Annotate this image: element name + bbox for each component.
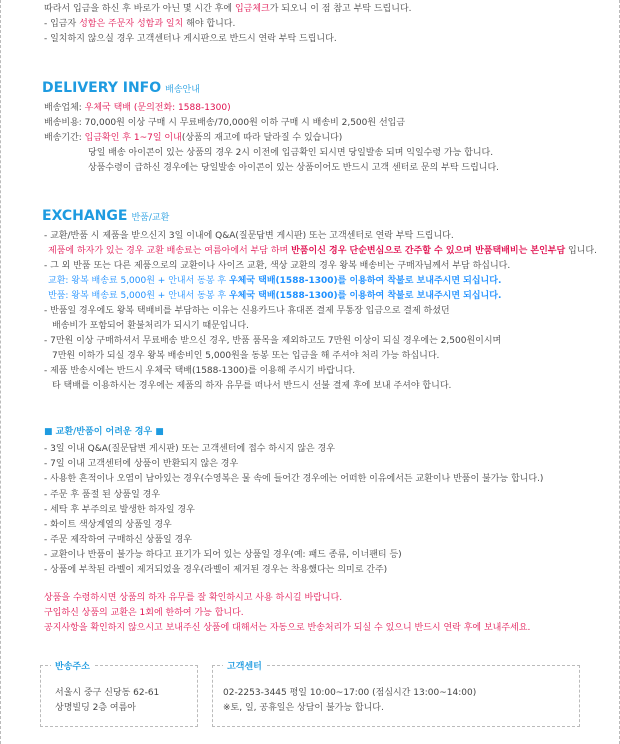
delivery-company: 배송업체: 우체국 택배 (문의전화: 1588-1300) [44,103,231,113]
list-item: - 상품에 부착된 라벨이 제거되었을 경우(라벨이 제거된 경우는 착용했다는 의미로 간주) [44,565,388,575]
exchange-line-6: - 반품일 경우에도 왕복 택배비를 부담하는 이유는 신용카드나 휴대폰 결제 무통장 입금으로 결제 하셨던 [44,306,450,316]
list-item: - 세탁 후 부주의로 발생한 하자일 경우 [44,505,195,515]
delivery-cost: 배송비용: 70,000원 이상 구매 시 무료배송/70,000원 이하 구매 시 배송비 2,500원 선입금 [44,118,406,128]
service-center-box [212,662,580,727]
notice-line-3: 공지사항을 확인하지 않으시고 보내주신 상품에 대해서는 자동으로 반송처리가 되실 수 있으니 반드시 연락 후에 보내주세요. [44,623,531,633]
delivery-period: 배송기간: 입금확인 후 1~7일 이내(상품의 재고에 따라 달라질 수 있습니다) [44,133,343,143]
payment-note-line-2: - 입금자 성함은 주문자 성함과 일치 해야 합니다. [44,19,236,29]
left-border [0,0,1,744]
return-address-title: 반송주소 [51,659,94,672]
exchange-line-9: 7만원 이하가 되실 경우 왕복 배송비인 5,000원을 동봉 또는 입금을 해 주셔야 처리 가능 하십니다. [52,351,440,361]
exchange-line-10: - 제품 반송시에는 반드시 우체국 택배(1588-1300)를 이용해 주시기 바랍니다. [44,366,356,376]
payment-note-line-1: 따라서 입금을 하신 후 바로가 아닌 몇 시간 후에 입금체크가 되오니 이 점 참고 부탁 드립니다. [44,4,412,14]
return-address-line-2: 상명빌딩 2층 여름아 [55,703,137,713]
delivery-urgent: 상품수령이 급하신 경우에는 당일발송 아이콘이 있는 상품이어도 반드시 고객 센터로 문의 부탁 드립니다. [88,163,500,173]
exchange-line-7: 배송비가 포함되어 환불처리가 되시기 때문입니다. [52,321,249,331]
list-item: - 주문 제작하여 구매하신 상품일 경우 [44,535,192,545]
return-address-line-1: 서울시 중구 신당동 62-61 [55,688,160,698]
list-item: - 3일 이내 Q&A(질문답변 게시판) 또는 고객센터에 접수 하시지 않은 경우 [44,444,335,454]
exchange-line-11: 타 택배를 이용하시는 경우에는 제품의 하자 유무를 떠나서 반드시 선불 결제 후에 보내 주셔야 합니다. [52,381,452,391]
exchange-line-3: - 그 외 반품 또는 다른 제품으로의 교환이나 사이즈 교환, 색상 교환의 경우 왕복 배송비는 구매자님께서 부담 하십니다. [44,261,511,271]
notice-line-1: 상품을 수령하시면 상품의 하자 유무를 잘 확인하시고 사용 하시길 바랍니다. [44,593,343,603]
service-center-note: ※토, 일, 공휴일은 상담이 불가능 합니다. [223,703,384,713]
exchange-line-2: 제품에 하자가 있는 경우 교환 배송료는 여름아에서 부담 하며 반품이신 경우 단순변심으로 간주할 수 있으며 반품택배비는 본인부담 입니다. [48,246,597,256]
list-item: - 사용한 흔적이나 오염이 남아있는 경우(수영복은 물 속에 들어간 경우에는 어떠한 이유에서든 교환이나 반품이 불가능 합니다.) [44,474,544,484]
return-address-box [40,662,198,727]
notice-line-2: 구입하신 상품의 교환은 1회에 한하여 가능 합니다. [44,608,244,618]
nonreturn-heading: ■ 교환/반품이 어려운 경우 ■ [44,427,164,437]
list-item: - 주문 후 품절 된 상품일 경우 [44,490,161,500]
delivery-heading: DELIVERY INFO 배송안내 [42,80,200,96]
delivery-same-day: 당일 배송 아이콘이 있는 상품의 경우 2시 이전에 입금확인 되시면 당일발송 되며 익일수령 가능 합니다. [88,148,494,158]
exchange-line-4: 교환: 왕복 배송료 5,000원 + 안내서 동봉 후 우체국 택배(1588-1300)를 이용하여 착불로 보내주시면 되십니다. [48,276,502,286]
list-item: - 교환이나 반품이 불가능 하다고 표기가 되어 있는 상품일 경우(예: 패드 종류, 이너팬티 등) [44,550,402,560]
list-item: - 화이트 색상계열의 상품일 경우 [44,520,172,530]
service-center-hours: 02-2253-3445 평일 10:00~17:00 (점심시간 13:00~14:00) [223,688,477,698]
exchange-line-1: - 교환/반품 시 제품을 받으신지 3일 이내에 Q&A(질문답변 게시판) 또는 고객센터로 연락 부탁 드립니다. [44,231,454,241]
exchange-line-8: - 7만원 이상 구매하셔서 무료배송 받으신 경우, 반품 품목을 제외하고도 7만원 이상이 되실 경우에는 2,500원이시며 [44,336,502,346]
exchange-line-5: 반품: 왕복 배송료 5,000원 + 안내서 동봉 후 우체국 택배(1588-1300)를 이용하여 착불로 보내주시면 되십니다. [48,291,502,301]
list-item: - 7일 이내 고객센터에 상품이 반환되지 않은 경우 [44,459,239,469]
service-center-title: 고객센터 [223,659,266,672]
payment-note-line-3: - 일치하지 않으실 경우 고객센터나 게시판으로 반드시 연락 부탁 드립니다. [44,34,337,44]
exchange-heading: EXCHANGE 반품/교환 [42,208,170,224]
